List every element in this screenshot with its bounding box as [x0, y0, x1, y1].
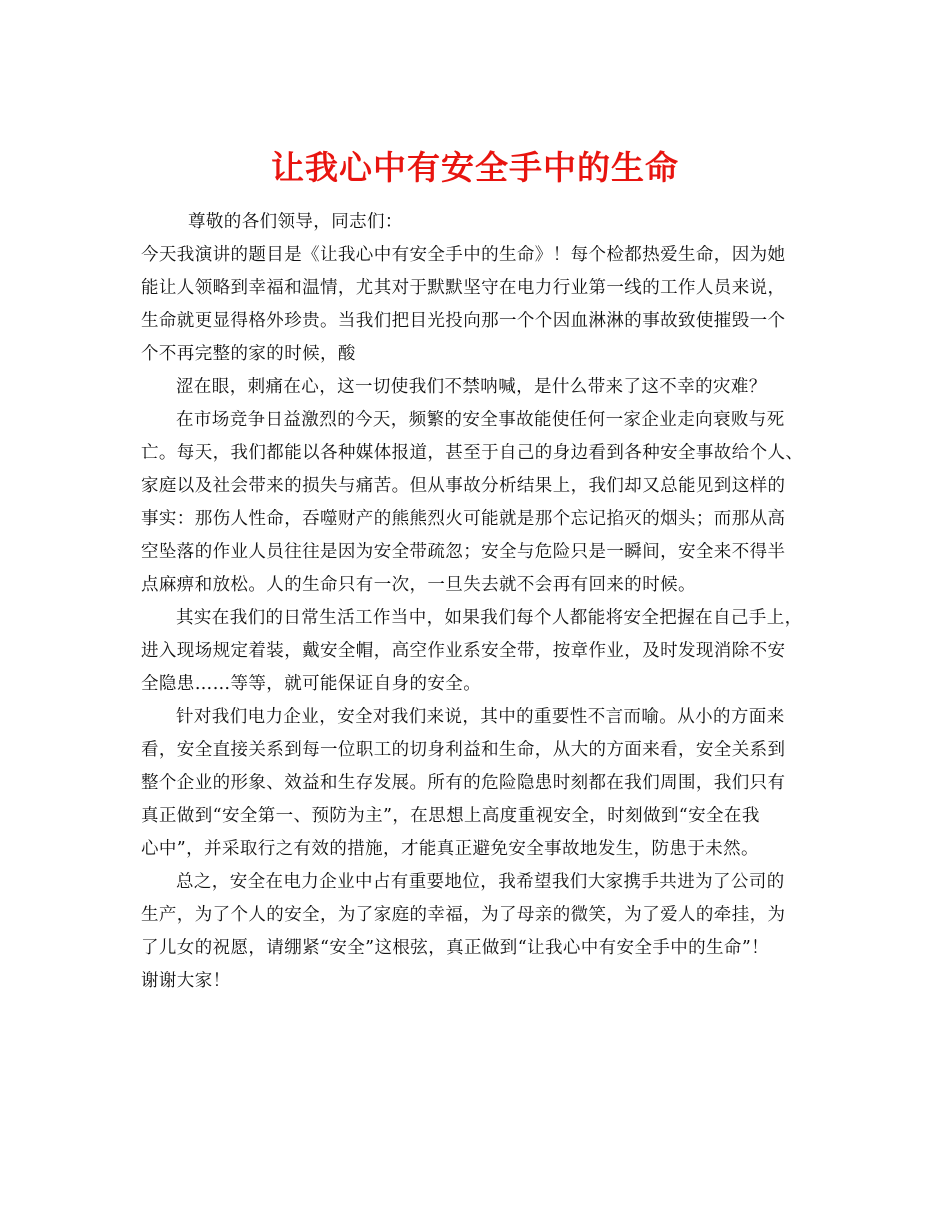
salutation-line: 尊敬的各们领导，同志们： — [188, 212, 403, 232]
text-line: 进入现场规定着装，戴安全帽，高空作业系安全带，按章作业，及时发现消除不安 — [141, 641, 786, 661]
text-line: 点麻痹和放松。人的生命只有一次，一旦失去就不会再有回来的时候。 — [141, 575, 696, 595]
text-line: 家庭以及社会带来的损失与痛苦。但从事故分析结果上，我们却又总能见到这样的 — [141, 476, 786, 496]
text-line: 了儿女的祝愿，请绷紧“安全”这根弦，真正做到“让我心中有安全手中的生命”！ — [141, 938, 770, 958]
text-line: 亡。每天，我们都能以各种媒体报道，甚至于自己的身边看到各种安全事故给个人、 — [141, 443, 804, 463]
text-line: 整个企业的形象、效益和生存发展。所有的危险隐患时刻都在我们周围，我们只有 — [141, 773, 786, 793]
text-line: 涩在眼，刺痛在心，这一切使我们不禁呐喊，是什么带来了这不幸的灾难？ — [176, 377, 767, 397]
text-line: 今天我演讲的题目是《让我心中有安全手中的生命》！每个检都热爱生命，因为她 — [141, 245, 786, 265]
text-line: 针对我们电力企业，安全对我们来说，其中的重要性不言而喻。从小的方面来 — [176, 707, 785, 727]
text-line: 个不再完整的家的时候，酸 — [141, 344, 356, 364]
text-line: 看，安全直接关系到每一位职工的切身利益和生命，从大的方面来看，安全关系到 — [141, 740, 786, 760]
text-line: 心中”，并采取行之有效的措施，才能真正避免安全事故地发生，防患于未然。 — [141, 839, 759, 859]
text-line: 其实在我们的日常生活工作当中，如果我们每个人都能将安全把握在自己手上， — [176, 608, 803, 628]
document-body — [141, 206, 821, 998]
text-line: 能让人领略到幸福和温情，尤其对于默默坚守在电力行业第一线的工作人员来说， — [141, 278, 786, 298]
text-line: 真正做到“安全第一、预防为主”，在思想上高度重视安全，时刻做到“安全在我 — [141, 806, 760, 826]
text-line: 生命就更显得格外珍贵。当我们把目光投向那一个个因血淋淋的事故致使摧毁一个 — [141, 311, 786, 331]
text-line: 谢谢大家！ — [141, 971, 231, 991]
text-line: 生产，为了个人的安全，为了家庭的幸福，为了母亲的微笑，为了爱人的牵挂，为 — [141, 905, 786, 925]
text-line: 在市场竞争日益激烈的今天，频繁的安全事故能使任何一家企业走向衰败与死 — [176, 410, 785, 430]
text-line: 空坠落的作业人员往往是因为安全带疏忽；安全与危险只是一瞬间，安全来不得半 — [141, 542, 786, 562]
text-line: 事实：那伤人性命，吞噬财产的熊熊烈火可能就是那个忘记掐灭的烟头；而那从高 — [141, 509, 786, 529]
text-line: 全隐患……等等，就可能保证自身的安全。 — [141, 674, 482, 694]
page-title: 让我心中有安全手中的生命 — [271, 148, 679, 188]
text-line: 总之，安全在电力企业中占有重要地位，我希望我们大家携手共进为了公司的 — [176, 872, 785, 892]
